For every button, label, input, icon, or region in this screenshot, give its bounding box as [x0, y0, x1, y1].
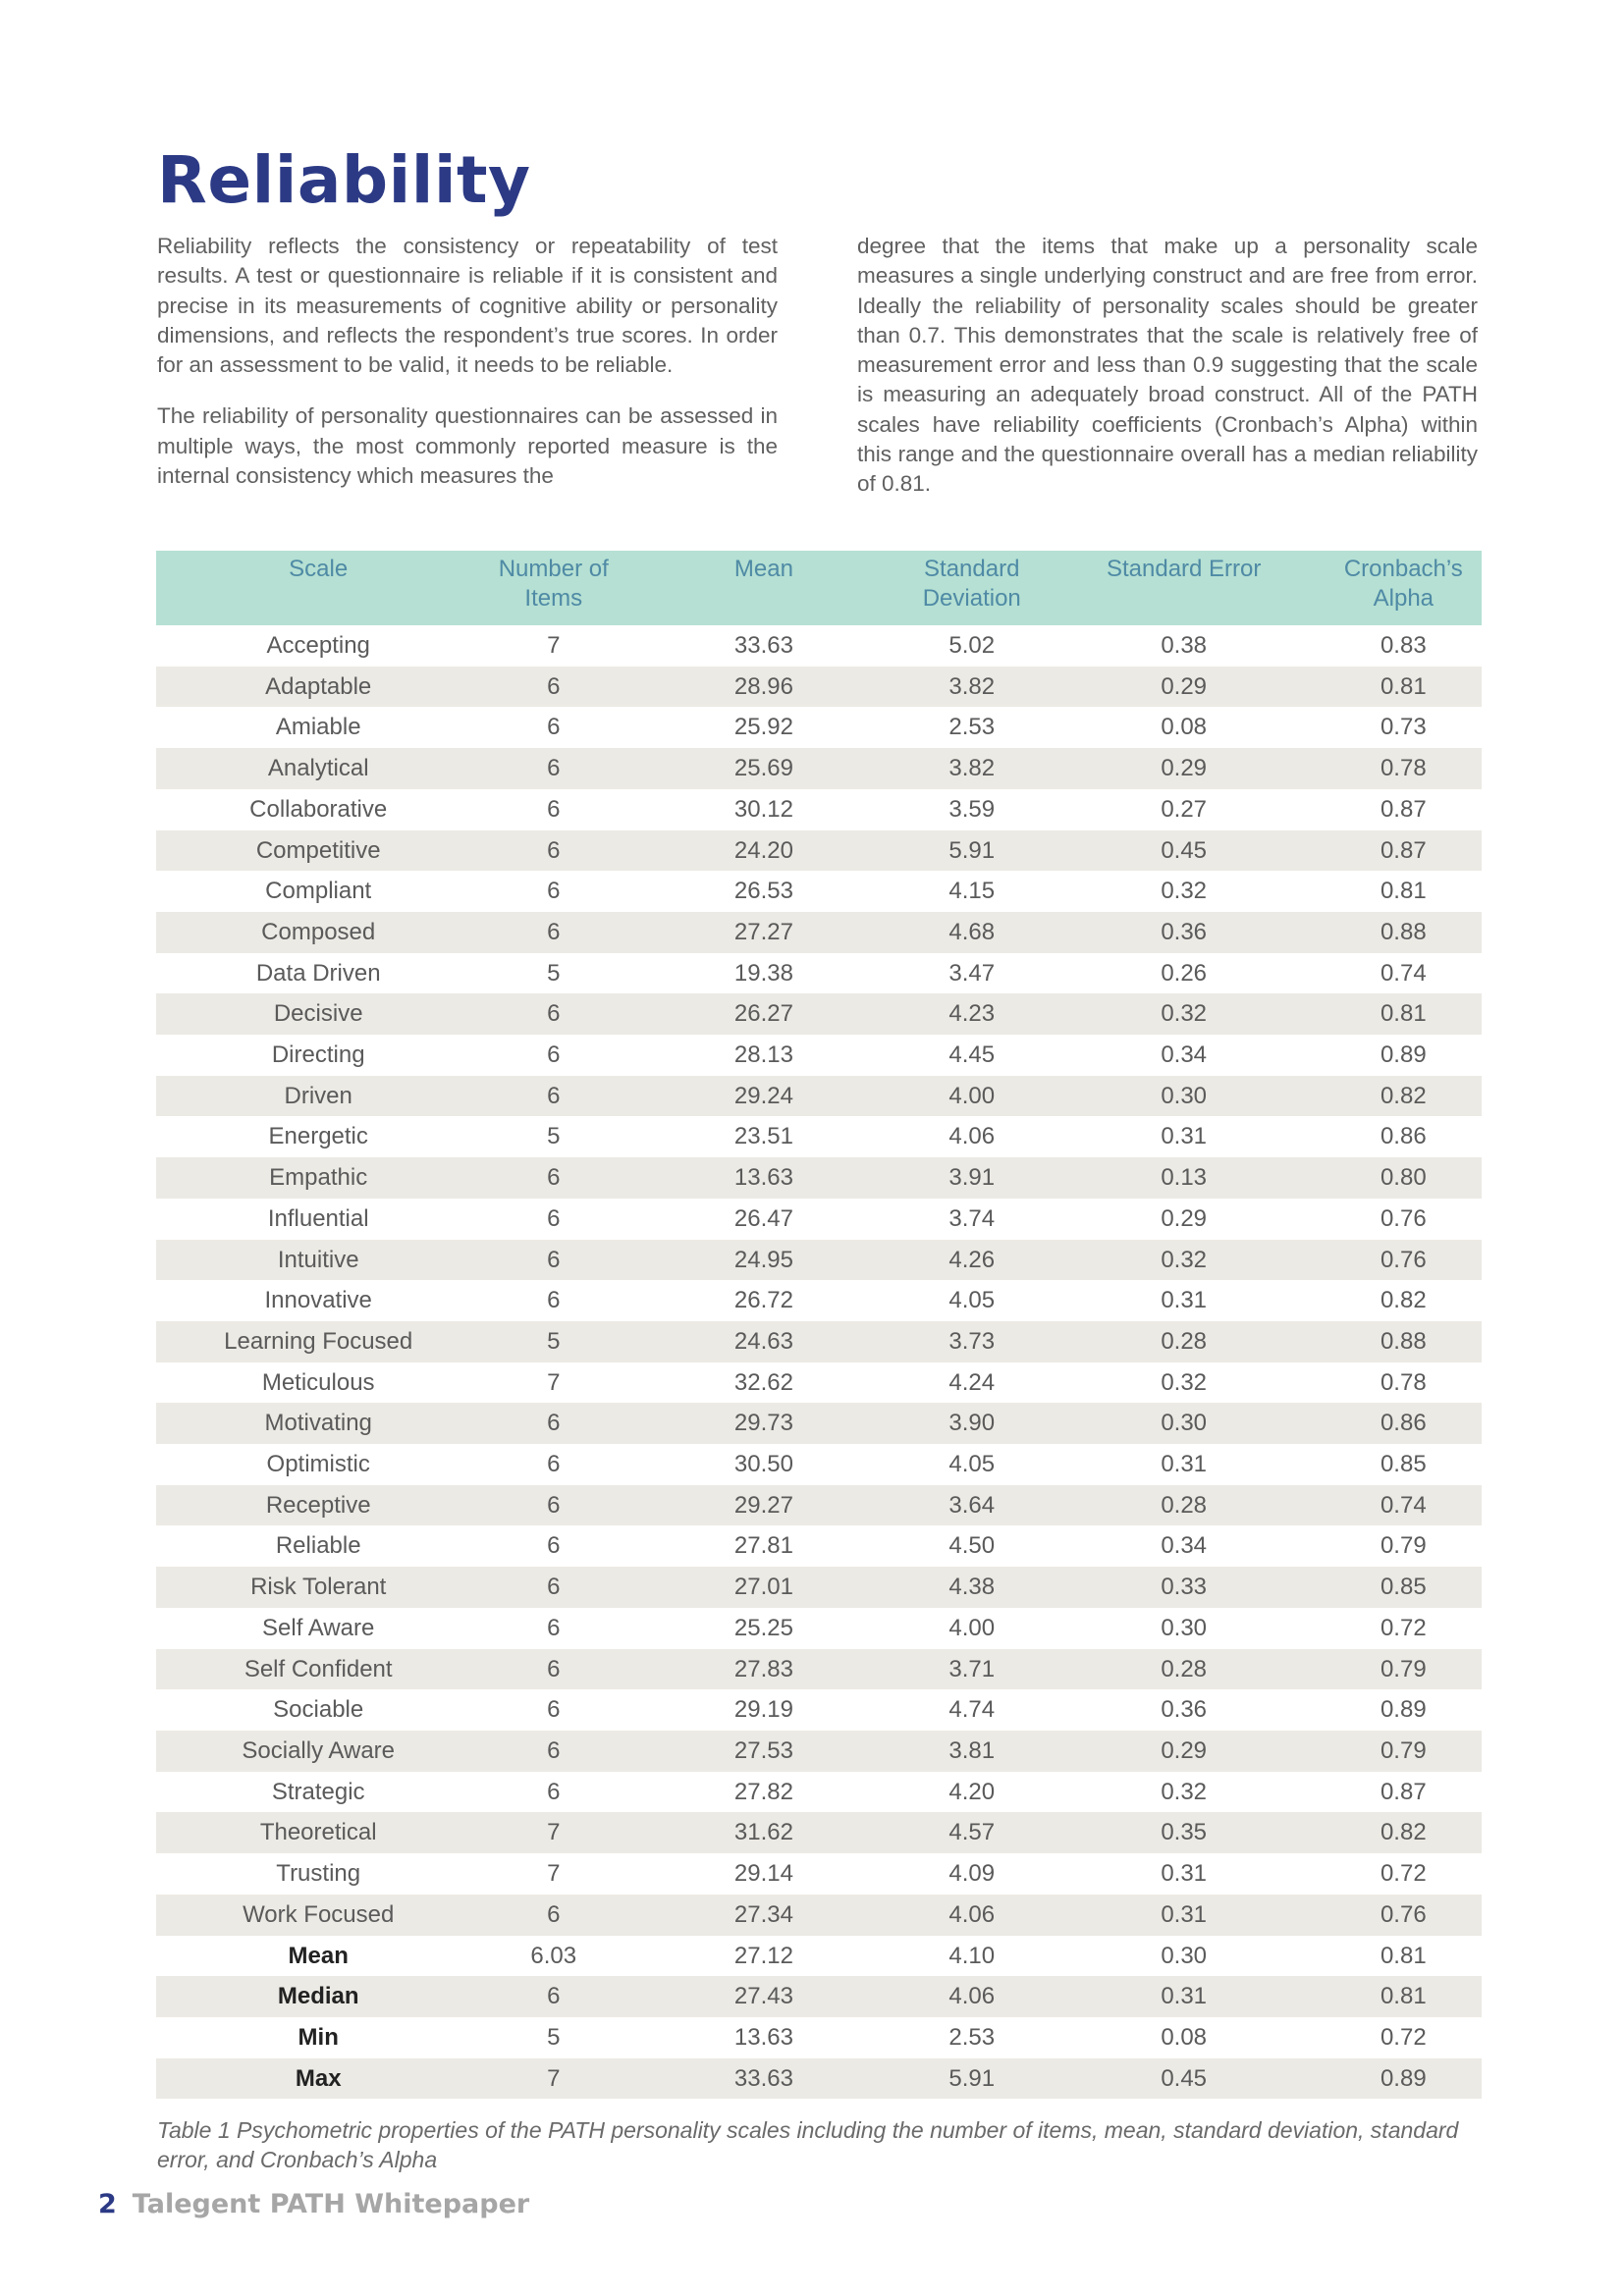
value-cell: 3.91	[901, 1157, 1043, 1199]
value-cell: 0.76	[1326, 1895, 1482, 1936]
value-cell: 0.79	[1380, 1532, 1427, 1560]
value-cell: 0.82	[1326, 1812, 1482, 1853]
value-cell: 4.45	[948, 1041, 996, 1069]
value-cell: 0.89	[1326, 2058, 1482, 2100]
table-row	[156, 1116, 1482, 1157]
value-cell: 0.08	[1161, 714, 1208, 741]
value-cell: 0.72	[1380, 2023, 1427, 2051]
scale-name-cell: Reliable	[275, 1532, 361, 1560]
value-cell: 0.31	[1161, 1860, 1208, 1888]
value-cell: 0.32	[1043, 993, 1326, 1035]
scale-name-cell: Decisive	[156, 993, 480, 1035]
table-caption: Table 1 Psychometric properties of the PATH personality scales including the number of items, mean, standard deviation, standard error, and Cronbach’s Alpha	[157, 2117, 1459, 2172]
value-cell: 3.59	[948, 795, 996, 823]
scale-name-cell: Strategic	[271, 1778, 365, 1805]
table-row	[156, 789, 1482, 830]
value-cell: 0.30	[1161, 1942, 1208, 1969]
value-cell: 28.13	[733, 1041, 793, 1069]
table-row	[156, 1812, 1482, 1853]
scale-name-cell: Min	[298, 2023, 339, 2051]
value-cell: 19.38	[733, 959, 793, 987]
value-cell: 0.83	[1380, 632, 1427, 659]
scale-name-cell: Receptive	[156, 1485, 480, 1526]
scale-name-cell: Mean	[288, 1942, 349, 1969]
scale-name-cell: Socially Aware	[156, 1731, 480, 1772]
scale-name-cell: Innovative	[264, 1287, 372, 1314]
value-cell: 4.20	[948, 1778, 996, 1805]
value-cell: 0.89	[1380, 1041, 1427, 1069]
value-cell: 0.33	[1043, 1567, 1326, 1608]
column-header: Standard Deviation	[901, 551, 1043, 625]
value-cell: 6	[547, 1204, 561, 1232]
value-cell: 7	[547, 1860, 561, 1888]
table-row	[156, 1321, 1482, 1362]
scale-name-cell: Sociable	[273, 1696, 364, 1724]
value-cell: 0.87	[1380, 795, 1427, 823]
value-cell: 6	[480, 1649, 626, 1690]
scale-name-cell: Energetic	[268, 1123, 368, 1150]
table-row	[156, 1853, 1482, 1895]
intro-paragraph: The reliability of personality questionnaires can be assessed in multiple ways, the most commonly reported measure is the internal consistency which measures the	[157, 403, 778, 489]
value-cell: 3.73	[901, 1321, 1043, 1362]
scale-name-cell: Learning Focused	[156, 1321, 480, 1362]
value-cell: 0.30	[1043, 1403, 1326, 1444]
value-cell: 24.20	[626, 830, 901, 872]
value-cell: 7	[480, 1812, 626, 1853]
value-cell: 28.96	[626, 667, 901, 708]
value-cell: 0.74	[1326, 1485, 1482, 1526]
page-number: 2	[98, 2189, 117, 2219]
table-row	[156, 1772, 1482, 1813]
value-cell: 4.06	[901, 1976, 1043, 2017]
scale-name-cell: Collaborative	[249, 795, 388, 823]
value-cell: 0.81	[1326, 993, 1482, 1035]
scale-name-cell: Adaptable	[156, 667, 480, 708]
value-cell: 0.28	[1043, 1321, 1326, 1362]
value-cell: 27.27	[626, 912, 901, 953]
value-cell: 4.68	[901, 912, 1043, 953]
value-cell: 0.29	[1043, 1731, 1326, 1772]
value-cell: 0.32	[1043, 1240, 1326, 1281]
value-cell: 6	[480, 1076, 626, 1117]
value-cell: 6	[480, 1976, 626, 2017]
value-cell: 6	[547, 714, 561, 741]
table-row	[156, 1157, 1482, 1199]
column-header: Standard Error	[1043, 551, 1326, 625]
value-cell: 0.73	[1380, 714, 1427, 741]
value-cell: 0.80	[1326, 1157, 1482, 1199]
table-row	[156, 1199, 1482, 1240]
value-cell: 4.15	[948, 878, 996, 905]
intro-left-column	[157, 232, 778, 512]
value-cell: 5.91	[901, 830, 1043, 872]
value-cell: 0.85	[1326, 1567, 1482, 1608]
value-cell: 30.50	[733, 1451, 793, 1478]
value-cell: 6	[547, 1778, 561, 1805]
value-cell: 6	[480, 993, 626, 1035]
value-cell: 6	[547, 1532, 561, 1560]
document-name: Talegent PATH Whitepaper	[132, 2189, 530, 2219]
summary-row	[156, 1936, 1482, 1977]
value-cell: 5	[547, 1123, 561, 1150]
value-cell: 25.69	[626, 748, 901, 789]
value-cell: 7	[547, 632, 561, 659]
scale-name-cell: Max	[156, 2058, 480, 2100]
value-cell: 4.00	[901, 1076, 1043, 1117]
value-cell: 0.79	[1326, 1731, 1482, 1772]
value-cell: 0.88	[1326, 1321, 1482, 1362]
value-cell: 30.12	[733, 795, 793, 823]
value-cell: 32.62	[733, 1368, 793, 1396]
value-cell: 3.71	[901, 1649, 1043, 1690]
table-row	[156, 707, 1482, 748]
value-cell: 4.57	[901, 1812, 1043, 1853]
table-row	[156, 1731, 1482, 1772]
table-row	[156, 625, 1482, 667]
scale-name-cell: Median	[156, 1976, 480, 2017]
table-row	[156, 1076, 1482, 1117]
value-cell: 27.53	[626, 1731, 901, 1772]
value-cell: 25.25	[733, 1614, 793, 1641]
table-row	[156, 953, 1482, 994]
value-cell: 33.63	[626, 2058, 901, 2100]
value-cell: 0.81	[1326, 1976, 1482, 2017]
summary-row	[156, 1976, 1482, 2017]
scale-name-cell: Trusting	[276, 1860, 361, 1888]
value-cell: 25.92	[733, 714, 793, 741]
value-cell: 26.53	[733, 878, 793, 905]
table-row	[156, 1649, 1482, 1690]
value-cell: 0.32	[1161, 1778, 1208, 1805]
value-cell: 6	[480, 1731, 626, 1772]
value-cell: 0.28	[1043, 1649, 1326, 1690]
value-cell: 6	[480, 1240, 626, 1281]
value-cell: 0.13	[1043, 1157, 1326, 1199]
table-row	[156, 830, 1482, 872]
column-header: Scale	[156, 551, 480, 625]
page-title: Reliability	[157, 142, 531, 218]
value-cell: 0.31	[1161, 1287, 1208, 1314]
value-cell: 0.30	[1161, 1614, 1208, 1641]
summary-row	[156, 2058, 1482, 2100]
value-cell: 5	[547, 959, 561, 987]
value-cell: 27.83	[626, 1649, 901, 1690]
table-row	[156, 1035, 1482, 1076]
value-cell: 6	[547, 1614, 561, 1641]
value-cell: 4.74	[948, 1696, 996, 1724]
value-cell: 27.01	[626, 1567, 901, 1608]
value-cell: 6	[547, 1696, 561, 1724]
value-cell: 29.27	[626, 1485, 901, 1526]
value-cell: 27.12	[733, 1942, 793, 1969]
scale-name-cell: Theoretical	[156, 1812, 480, 1853]
value-cell: 0.29	[1043, 667, 1326, 708]
value-cell: 0.08	[1161, 2023, 1208, 2051]
value-cell: 7	[547, 1368, 561, 1396]
scale-name-cell: Empathic	[156, 1157, 480, 1199]
scale-name-cell: Compliant	[265, 878, 372, 905]
value-cell: 2.53	[948, 714, 996, 741]
table-row	[156, 871, 1482, 912]
value-cell: 3.82	[901, 748, 1043, 789]
value-cell: 0.89	[1380, 1696, 1427, 1724]
value-cell: 13.63	[626, 1157, 901, 1199]
value-cell: 4.05	[948, 1287, 996, 1314]
value-cell: 0.34	[1161, 1041, 1208, 1069]
value-cell: 5.02	[948, 632, 996, 659]
value-cell: 6	[547, 1041, 561, 1069]
table-row	[156, 748, 1482, 789]
column-header: Mean	[626, 551, 901, 625]
value-cell: 3.64	[901, 1485, 1043, 1526]
value-cell: 0.36	[1043, 912, 1326, 953]
value-cell: 0.32	[1161, 878, 1208, 905]
column-header: Number of Items	[480, 551, 626, 625]
scale-name-cell: Competitive	[156, 830, 480, 872]
value-cell: 0.31	[1161, 1451, 1208, 1478]
reliability-table	[156, 551, 1482, 2099]
scale-name-cell: Risk Tolerant	[156, 1567, 480, 1608]
table-row	[156, 1608, 1482, 1649]
value-cell: 0.82	[1326, 1076, 1482, 1117]
value-cell: 24.95	[626, 1240, 901, 1281]
value-cell: 0.27	[1161, 795, 1208, 823]
table-row	[156, 1485, 1482, 1526]
scale-name-cell: Self Aware	[262, 1614, 375, 1641]
value-cell: 29.14	[733, 1860, 793, 1888]
value-cell: 0.87	[1326, 830, 1482, 872]
table-header-row	[156, 551, 1482, 625]
value-cell: 0.32	[1161, 1368, 1208, 1396]
value-cell: 7	[480, 2058, 626, 2100]
value-cell: 4.26	[901, 1240, 1043, 1281]
value-cell: 4.24	[948, 1368, 996, 1396]
value-cell: 6	[480, 748, 626, 789]
intro-paragraph: Reliability reflects the consistency or repeatability of test results. A test or questionnaire is reliable if it is consistent and precise in its measurements of cognitive ability or personality dimensions, and reflects the respondent’s true scores. In order for an assessment to be valid, it needs to be reliable.	[157, 234, 778, 378]
summary-row	[156, 2017, 1482, 2058]
value-cell: 6	[547, 795, 561, 823]
table-row	[156, 1689, 1482, 1731]
value-cell: 5	[547, 2023, 561, 2051]
value-cell: 0.76	[1326, 1240, 1482, 1281]
table-body	[156, 625, 1482, 2099]
intro-right-column	[857, 232, 1478, 521]
scale-name-cell: Amiable	[275, 714, 361, 741]
value-cell: 0.87	[1380, 1778, 1427, 1805]
value-cell: 0.85	[1380, 1451, 1427, 1478]
scale-name-cell: Analytical	[156, 748, 480, 789]
table-row	[156, 993, 1482, 1035]
value-cell: 6	[480, 1567, 626, 1608]
value-cell: 0.28	[1043, 1485, 1326, 1526]
table-row	[156, 1444, 1482, 1485]
value-cell: 27.34	[626, 1895, 901, 1936]
value-cell: 0.45	[1043, 2058, 1326, 2100]
value-cell: 3.81	[901, 1731, 1043, 1772]
scale-name-cell: Work Focused	[156, 1895, 480, 1936]
value-cell: 0.72	[1380, 1860, 1427, 1888]
value-cell: 24.63	[626, 1321, 901, 1362]
table-row	[156, 1567, 1482, 1608]
table-row	[156, 1525, 1482, 1567]
value-cell: 26.47	[733, 1204, 793, 1232]
value-cell: 0.35	[1043, 1812, 1326, 1853]
value-cell: 6	[547, 1287, 561, 1314]
value-cell: 0.72	[1380, 1614, 1427, 1641]
value-cell: 0.31	[1161, 1123, 1208, 1150]
value-cell: 4.10	[948, 1942, 996, 1969]
scale-name-cell: Motivating	[156, 1403, 480, 1444]
value-cell: 26.27	[626, 993, 901, 1035]
value-cell: 27.82	[733, 1778, 793, 1805]
scale-name-cell: Directing	[271, 1041, 365, 1069]
value-cell: 0.31	[1043, 1895, 1326, 1936]
value-cell: 6	[480, 1157, 626, 1199]
value-cell: 0.45	[1043, 830, 1326, 872]
value-cell: 6	[480, 912, 626, 953]
scale-name-cell: Driven	[156, 1076, 480, 1117]
scale-name-cell: Self Confident	[156, 1649, 480, 1690]
value-cell: 29.24	[626, 1076, 901, 1117]
scale-name-cell: Meticulous	[261, 1368, 375, 1396]
value-cell: 4.05	[948, 1451, 996, 1478]
value-cell: 4.50	[948, 1532, 996, 1560]
table-row	[156, 1895, 1482, 1936]
value-cell: 6	[547, 1451, 561, 1478]
value-cell: 0.81	[1380, 1942, 1427, 1969]
value-cell: 0.29	[1043, 748, 1326, 789]
value-cell: 26.72	[733, 1287, 793, 1314]
value-cell: 0.81	[1380, 878, 1427, 905]
value-cell: 0.29	[1161, 1204, 1208, 1232]
value-cell: 4.23	[901, 993, 1043, 1035]
value-cell: 6	[480, 830, 626, 872]
value-cell: 0.82	[1380, 1287, 1427, 1314]
value-cell: 6	[480, 667, 626, 708]
table-row	[156, 1403, 1482, 1444]
scale-name-cell: Composed	[156, 912, 480, 953]
value-cell: 6	[547, 878, 561, 905]
value-cell: 0.38	[1161, 632, 1208, 659]
value-cell: 0.81	[1326, 667, 1482, 708]
value-cell: 4.38	[901, 1567, 1043, 1608]
value-cell: 0.36	[1161, 1696, 1208, 1724]
value-cell: 0.79	[1326, 1649, 1482, 1690]
scale-name-cell: Intuitive	[156, 1240, 480, 1281]
value-cell: 0.30	[1043, 1076, 1326, 1117]
value-cell: 0.88	[1326, 912, 1482, 953]
value-cell: 33.63	[733, 632, 793, 659]
value-cell: 0.78	[1380, 1368, 1427, 1396]
value-cell: 5	[480, 1321, 626, 1362]
scale-name-cell: Data Driven	[255, 959, 381, 987]
value-cell: 3.74	[948, 1204, 996, 1232]
intro-paragraph: degree that the items that make up a personality scale measures a single underlying construct and are free from error. Ideally the reliability of personality scales should be greater than 0.7. This demonstrates that the scale is relatively free of measurement error and less than 0.9 suggesting that the scale is measuring an adequately broad construct. All of the PATH scales have reliability coefficients (Cronbach’s Alpha) within this range and the questionnaire overall has a median reliability of 0.81.	[857, 234, 1478, 497]
page-footer	[98, 2189, 529, 2219]
value-cell: 27.81	[733, 1532, 793, 1560]
table-row	[156, 912, 1482, 953]
value-cell: 0.78	[1326, 748, 1482, 789]
value-cell: 13.63	[733, 2023, 793, 2051]
scale-name-cell: Optimistic	[266, 1451, 370, 1478]
value-cell: 4.00	[948, 1614, 996, 1641]
value-cell: 0.86	[1380, 1123, 1427, 1150]
value-cell: 3.82	[901, 667, 1043, 708]
value-cell: 4.09	[948, 1860, 996, 1888]
value-cell: 29.19	[733, 1696, 793, 1724]
value-cell: 6	[480, 1485, 626, 1526]
value-cell: 3.47	[948, 959, 996, 987]
table-row	[156, 1240, 1482, 1281]
value-cell: 27.43	[626, 1976, 901, 2017]
value-cell: 0.31	[1043, 1976, 1326, 2017]
value-cell: 0.26	[1161, 959, 1208, 987]
value-cell: 3.90	[901, 1403, 1043, 1444]
table-row	[156, 1280, 1482, 1321]
value-cell: 0.74	[1380, 959, 1427, 987]
scale-name-cell: Accepting	[266, 632, 370, 659]
value-cell: 4.06	[901, 1895, 1043, 1936]
value-cell: 6.03	[530, 1942, 577, 1969]
column-header: Cronbach’s Alpha	[1326, 551, 1482, 625]
table-row	[156, 667, 1482, 708]
value-cell: 29.73	[626, 1403, 901, 1444]
value-cell: 0.76	[1380, 1204, 1427, 1232]
value-cell: 6	[480, 1895, 626, 1936]
value-cell: 6	[480, 1403, 626, 1444]
value-cell: 0.86	[1326, 1403, 1482, 1444]
scale-name-cell: Influential	[267, 1204, 369, 1232]
value-cell: 0.34	[1161, 1532, 1208, 1560]
value-cell: 4.06	[948, 1123, 996, 1150]
value-cell: 31.62	[626, 1812, 901, 1853]
table-row	[156, 1362, 1482, 1404]
value-cell: 5.91	[901, 2058, 1043, 2100]
value-cell: 23.51	[733, 1123, 793, 1150]
value-cell: 2.53	[948, 2023, 996, 2051]
